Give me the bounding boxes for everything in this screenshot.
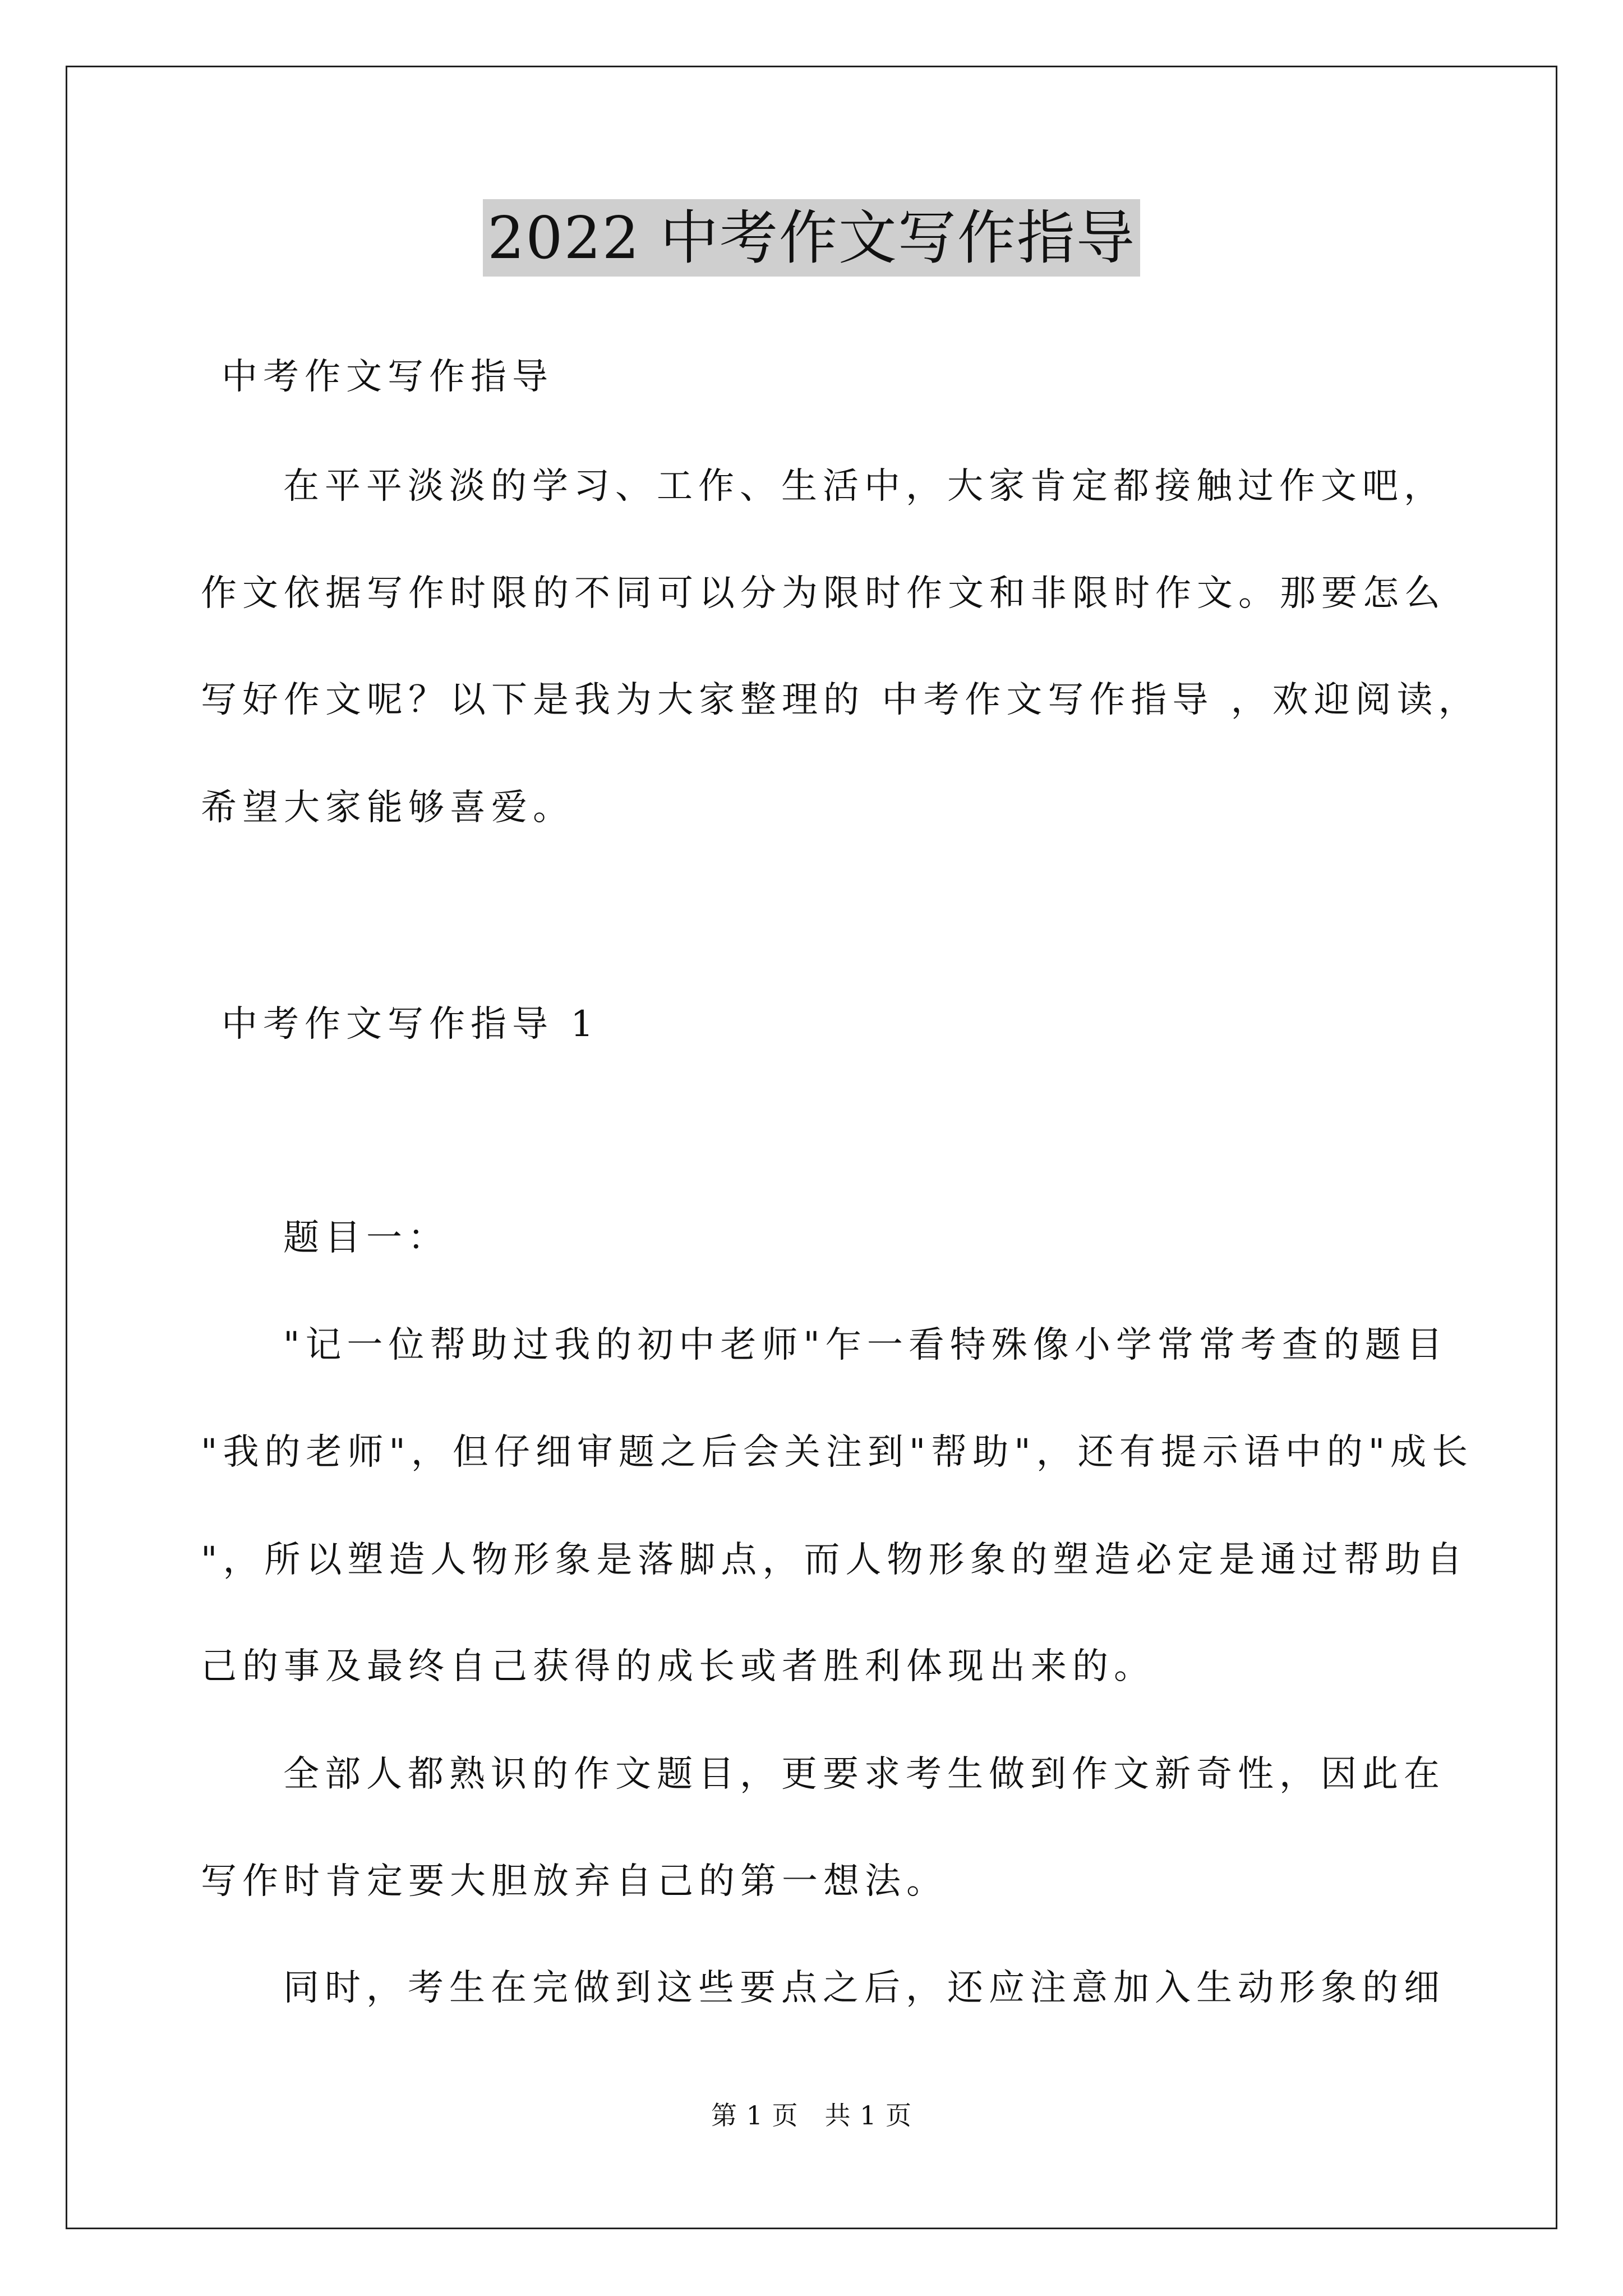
paragraph-line: 写好作文呢？以下是我为大家整理的 中考作文写作指导 ，欢迎阅读， <box>201 679 1480 721</box>
page-footer: 第 1 页 共 1 页 <box>711 2100 912 2131</box>
paragraph-line: 题目一： <box>283 1217 449 1259</box>
document-title: 2022 中考作文写作指导 <box>483 199 1140 277</box>
paragraph-line: 在平平淡淡的学习、工作、生活中，大家肯定都接触过作文吧， <box>283 466 1445 507</box>
paragraph-line: "，所以塑造人物形象是落脚点，而人物形象的塑造必定是通过帮助自 <box>201 1539 1468 1581</box>
paragraph-line: 希望大家能够喜爱。 <box>201 787 574 829</box>
paragraph-line: 写作时肯定要大胆放弃自己的第一想法。 <box>201 1861 948 1902</box>
paragraph-line: 作文依据写作时限的不同可以分为限时作文和非限时作文。那要怎么 <box>201 573 1446 614</box>
paragraph-line: 己的事及最终自己获得的成长或者胜利体现出来的。 <box>201 1646 1155 1687</box>
section-heading: 中考作文写作指导 1 <box>222 1004 600 1045</box>
paragraph-line: "我的老师"，但仔细审题之后会关注到"帮助"，还有提示语中的"成长 <box>201 1432 1474 1473</box>
paragraph-line: 全部人都熟识的作文题目，更要求考生做到作文新奇性，因此在 <box>283 1754 1445 1795</box>
subtitle-line: 中考作文写作指导 <box>222 356 554 398</box>
title-container <box>0 199 1623 277</box>
paragraph-line: "记一位帮助过我的初中老师"乍一看特殊像小学常常考查的题目 <box>283 1324 1448 1366</box>
paragraph-line: 同时，考生在完做到这些要点之后，还应注意加入生动形象的细 <box>283 1967 1445 2009</box>
